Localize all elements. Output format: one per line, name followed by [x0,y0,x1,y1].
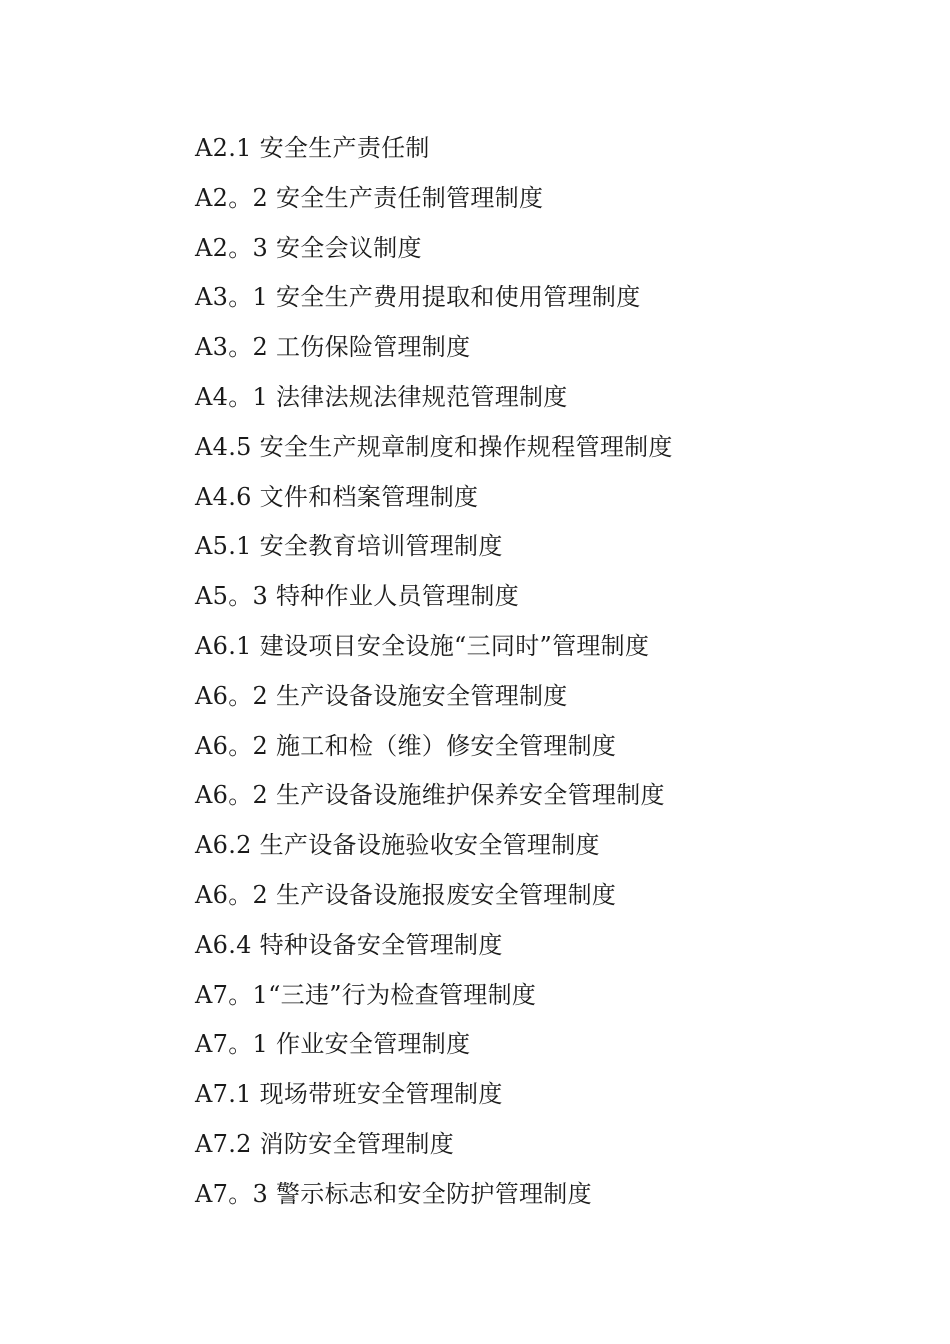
list-item: A6。2 施工和检（维）修安全管理制度 [195,731,617,760]
list-item: A6。2 生产设备设施报废安全管理制度 [195,880,617,909]
list-item: A7.2 消防安全管理制度 [195,1129,455,1158]
list-item: A6.1 建设项目安全设施“三同时”管理制度 [195,631,650,660]
list-item: A5。3 特种作业人员管理制度 [195,582,519,611]
list-item: A7。1 作业安全管理制度 [195,1030,471,1059]
list-item: A5.1 安全教育培训管理制度 [195,532,503,561]
list-item: A7。1“三违”行为检查管理制度 [195,980,537,1009]
list-item: A4。1 法律法规法律规范管理制度 [195,382,568,411]
list-item: A3。2 工伤保险管理制度 [195,333,471,362]
list-item: A2。3 安全会议制度 [195,233,422,262]
list-item: A6。2 生产设备设施维护保养安全管理制度 [195,781,665,810]
regulation-list [195,124,673,1220]
list-item: A4.6 文件和档案管理制度 [195,482,479,511]
list-item: A2.1 安全生产责任制 [195,134,430,162]
list-item: A3。1 安全生产费用提取和使用管理制度 [195,283,641,312]
list-item: A4.5 安全生产规章制度和操作规程管理制度 [195,432,673,461]
list-item: A7.1 现场带班安全管理制度 [195,1080,503,1109]
list-item: A6。2 生产设备设施安全管理制度 [195,681,568,710]
list-item: A2。2 安全生产责任制管理制度 [195,183,544,212]
list-item: A7。3 警示标志和安全防护管理制度 [195,1179,592,1208]
list-item: A6.4 特种设备安全管理制度 [195,930,503,959]
list-item: A6.2 生产设备设施验收安全管理制度 [195,831,600,860]
